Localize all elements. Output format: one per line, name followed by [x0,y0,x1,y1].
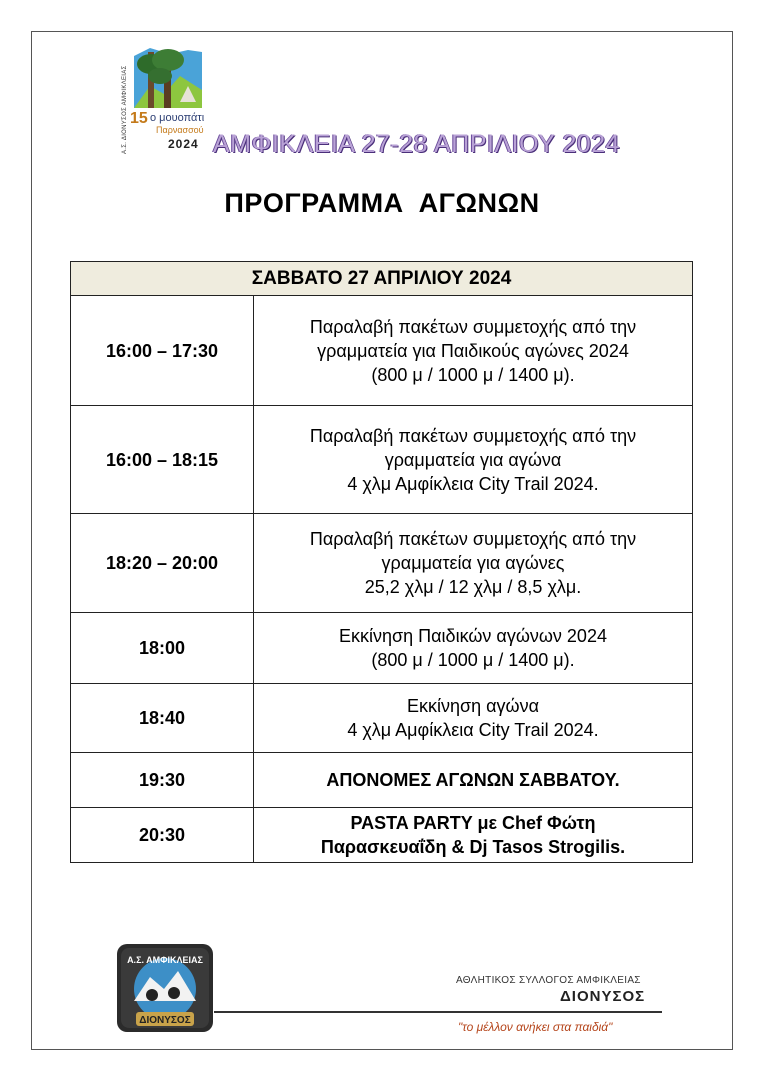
description-cell [254,406,693,514]
table-row [71,808,693,863]
description-line: (800 μ / 1000 μ / 1400 μ). [371,650,575,670]
time-cell: 18:20 – 20:00 [71,514,254,613]
description-cell [254,808,693,863]
club-motto: "το μέλλον ανήκει στα παιδιά" [458,1020,613,1034]
time-cell: 19:30 [71,753,254,808]
description-line: Παρασκευαΐδη & Dj Tasos Strogilis. [320,837,626,857]
footer-divider [214,1011,662,1013]
description-line: (800 μ / 1000 μ / 1400 μ). [371,364,575,385]
description-cell [254,613,693,684]
time-cell: 16:00 – 17:30 [71,296,254,406]
description-line: Παραλαβή πακέτων συμμετοχής από την [309,425,637,446]
time-cell: 18:40 [71,684,254,753]
logo-year: 2024 [168,137,199,151]
day-header: ΣΑΒΒΑΤΟ 27 ΑΠΡΙΛΙΟΥ 2024 [71,262,693,296]
time-cell: 16:00 – 18:15 [71,406,254,514]
club-name: ΔΙΟΝΥΣΟΣ [560,988,646,1005]
time-cell: 20:30 [71,808,254,863]
logo-vertical-text: Α.Σ. ΔΙΟΝΥΣΟΣ ΑΜΦΙΚΛΕΙΑΣ [122,65,128,154]
description-line: γραμματεία για αγώνες [381,553,565,573]
description-cell [254,514,693,613]
forest-logo-icon [130,46,202,108]
description-cell [254,753,693,808]
time-cell: 18:00 [71,613,254,684]
table-row [71,753,693,808]
table-row [71,406,693,514]
club-logo-bottom-text: ΔΙΟΝΥΣΟΣ [139,1015,191,1026]
schedule-table [70,261,693,863]
day-header-row [71,262,693,296]
logo-line-1: ο μουοπάτι [150,112,205,124]
description-line: 25,2 χλμ / 12 χλμ / 8,5 χλμ. [364,577,582,597]
logo-number: 15 [130,110,148,127]
event-title: ΑΜΦΙΚΛΕΙΑ 27-28 ΑΠΡΙΛΙΟΥ 2024 [213,130,621,158]
description-line: ΑΠΟΝΟΜΕΣ ΑΓΩΝΩΝ ΣΑΒΒΑΤΟΥ. [326,770,620,790]
event-logo [118,46,210,158]
description-cell [254,296,693,406]
club-logo-top-text: Α.Σ. ΑΜΦΙΚΛΕΙΑΣ [127,955,203,965]
description-line: PASTA PARTY με Chef Φώτη [350,813,596,833]
table-row [71,296,693,406]
description-line: γραμματεία για αγώνα [384,449,562,470]
description-line: Εκκίνηση Παιδικών αγώνων 2024 [339,626,607,646]
table-row [71,613,693,684]
club-logo-icon [116,943,214,1033]
description-line: Παραλαβή πακέτων συμμετοχής από την [309,316,637,337]
description-cell [254,684,693,753]
description-line: 4 χλμ Αμφίκλεια City Trail 2024. [347,720,599,740]
table-row [71,684,693,753]
table-row [71,514,693,613]
description-line: Εκκίνηση αγώνα [406,696,539,716]
description-line: Παραλαβή πακέτων συμμετοχής από την [309,529,637,549]
page-title: ΠΡΟΓΡΑΜΜΑ ΑΓΩΝΩΝ [224,188,540,218]
description-line: γραμματεία για Παιδικούς αγώνες 2024 [317,340,629,361]
logo-line-2: Παρνασσού [156,125,204,135]
club-name-small: ΑΘΛΗΤΙΚΟΣ ΣΥΛΛΟΓΟΣ ΑΜΦΙΚΛΕΙΑΣ [456,975,641,986]
description-line: 4 χλμ Αμφίκλεια City Trail 2024. [347,473,599,494]
